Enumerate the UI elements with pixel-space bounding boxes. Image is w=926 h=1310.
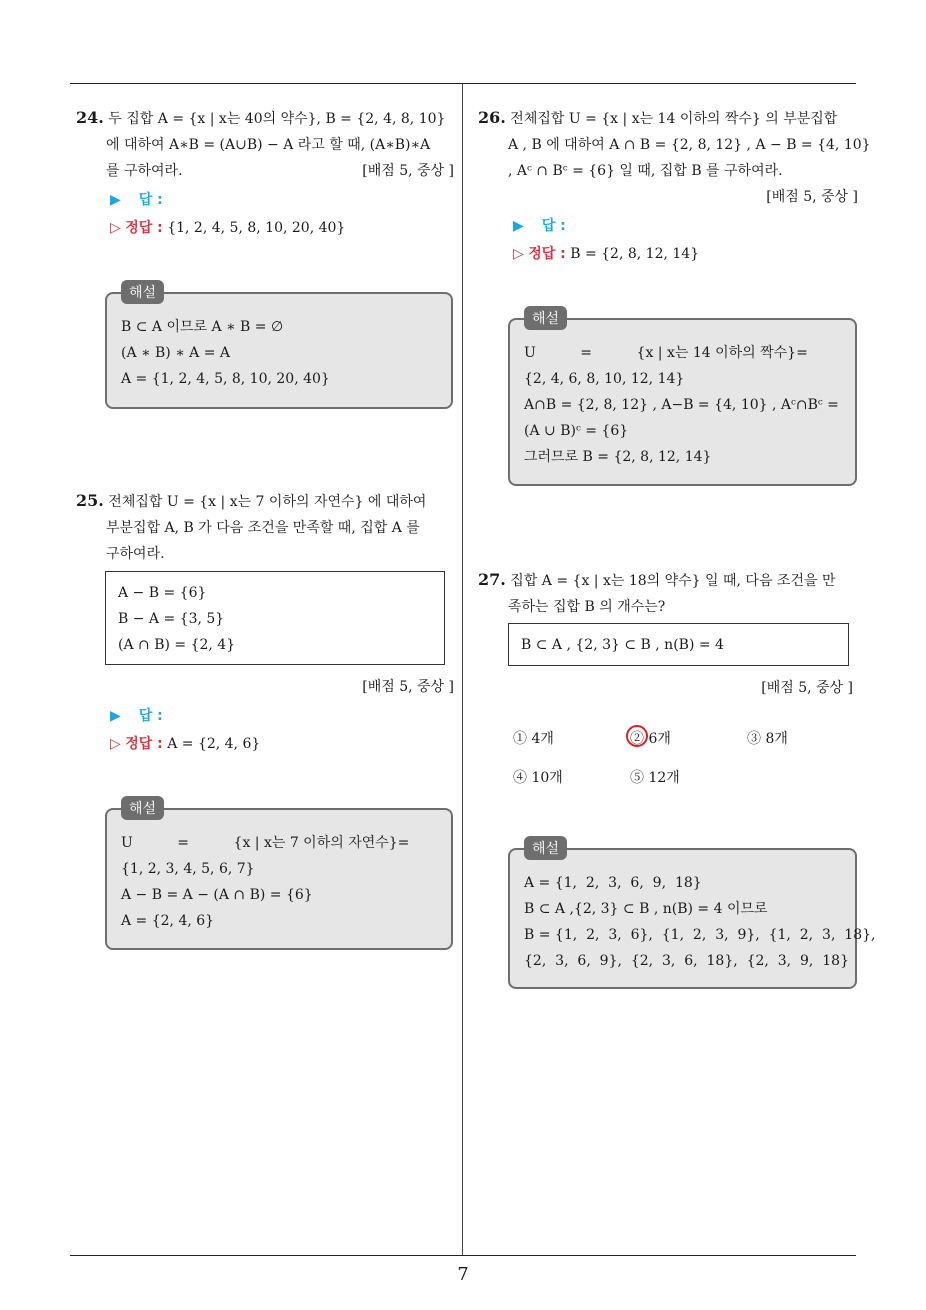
play-triangle-icon: ▶ xyxy=(110,192,121,208)
question-number: 26. xyxy=(478,108,506,127)
answer-blank-26 xyxy=(513,215,566,237)
answer-label: 답 : xyxy=(138,192,163,208)
score-label: [배점 5, 중상 ] xyxy=(761,680,853,696)
question-text-line: 부분집합 A, B 가 다음 조건을 만족할 때, 집합 A 를 xyxy=(106,520,420,536)
condition-line: B − A = {3, 5} xyxy=(118,611,225,627)
question-text-line: 를 구하여라. xyxy=(106,163,183,179)
answer-blank-24 xyxy=(110,189,163,211)
question-text-line: , Aᶜ ∩ Bᶜ = {6} 일 때, 집합 B 를 구하여라. xyxy=(508,163,783,179)
question-25 xyxy=(76,488,454,567)
condition-line: B ⊂ A , {2, 3} ⊂ B , n(B) = 4 xyxy=(521,637,724,653)
question-text-line: 두 집합 A = {x | x는 40의 약수}, B = {2, 4, 8, 10} xyxy=(108,111,446,127)
solution-line: U = {x | x는 14 이하의 짝수}= xyxy=(524,345,808,361)
score-label: [배점 5, 중상 ] xyxy=(362,679,454,695)
condition-box-27 xyxy=(508,623,849,666)
score-label: [배점 5, 중상 ] xyxy=(766,189,858,205)
correct-answer-value: B = {2, 8, 12, 14} xyxy=(570,246,700,262)
answer-blank-25 xyxy=(110,705,163,727)
choice-3[interactable]: ③ 8개 xyxy=(747,731,788,747)
play-triangle-icon: ▶ xyxy=(110,708,121,724)
score-label: [배점 5, 중상 ] xyxy=(362,163,454,179)
question-text-line: A , B 에 대하여 A ∩ B = {2, 8, 12} , A − B = {4, 10} xyxy=(508,137,871,153)
choice-1[interactable]: ① 4개 xyxy=(513,731,554,747)
answer-label: 답 : xyxy=(138,708,163,724)
solution-line: B = {1, 2, 3, 6}, {1, 2, 3, 9}, {1, 2, 3, 18}, xyxy=(524,927,876,943)
outline-triangle-icon: ▷ xyxy=(110,220,121,236)
choice-2[interactable]: ② 6개 xyxy=(630,731,671,747)
solution-line: A − B = A − (A ∩ B) = {6} xyxy=(121,887,313,903)
solution-box-24 xyxy=(105,285,453,409)
correct-label: 정답 : xyxy=(528,246,566,262)
solution-line: {1, 2, 3, 4, 5, 6, 7} xyxy=(121,861,255,877)
answer-label: 답 : xyxy=(541,218,566,234)
question-24 xyxy=(76,105,454,184)
question-number: 27. xyxy=(478,570,506,589)
solution-line: B ⊂ A ,{2, 3} ⊂ B , n(B) = 4 이므로 xyxy=(524,901,768,917)
solution-tab: 해설 xyxy=(121,280,164,304)
play-triangle-icon: ▶ xyxy=(513,218,524,234)
solution-line: 그러므로 B = {2, 8, 12, 14} xyxy=(524,449,712,465)
solution-tab: 해설 xyxy=(524,836,567,860)
choice-4[interactable]: ④ 10개 xyxy=(513,770,563,786)
solution-box-27 xyxy=(508,841,876,989)
question-text-line: 구하여라. xyxy=(106,546,165,562)
question-text-line: 집합 A = {x | x는 18의 약수} 일 때, 다음 조건을 만 xyxy=(510,573,836,589)
solution-box-26 xyxy=(508,311,857,486)
selected-circle-mark xyxy=(626,725,648,747)
solution-line: {2, 4, 6, 8, 10, 12, 14} xyxy=(524,371,685,387)
outline-triangle-icon: ▷ xyxy=(513,246,524,262)
correct-answer-value: A = {2, 4, 6} xyxy=(167,736,261,752)
solution-line: A∩B = {2, 8, 12} , A−B = {4, 10} , Aᶜ∩Bᶜ = xyxy=(524,397,839,413)
solution-box-25 xyxy=(105,801,453,950)
correct-label: 정답 : xyxy=(125,220,163,236)
choice-5[interactable]: ⑤ 12개 xyxy=(630,770,680,786)
solution-tab: 해설 xyxy=(121,796,164,820)
top-rule xyxy=(70,83,856,84)
question-number: 25. xyxy=(76,491,104,510)
correct-answer-25 xyxy=(110,733,260,755)
correct-answer-24 xyxy=(110,217,345,239)
condition-box-25 xyxy=(105,571,445,665)
solution-line: U = {x | x는 7 이하의 자연수}= xyxy=(121,835,410,851)
solution-line: (A ∪ B)ᶜ = {6} xyxy=(524,423,629,439)
question-text-line: 전체집합 U = {x | x는 7 이하의 자연수} 에 대하여 xyxy=(108,494,427,510)
question-text-line: 전체집합 U = {x | x는 14 이하의 짝수} 의 부분집합 xyxy=(510,111,838,127)
question-26 xyxy=(478,105,871,210)
solution-line: A = {1, 2, 3, 6, 9, 18} xyxy=(524,875,702,891)
question-text-line: 에 대하여 A∗B = (A∪B) − A 라고 할 때, (A∗B)∗A xyxy=(106,137,431,153)
solution-line: (A ∗ B) ∗ A = A xyxy=(121,345,231,361)
outline-triangle-icon: ▷ xyxy=(110,736,121,752)
solution-tab: 해설 xyxy=(524,306,567,330)
bottom-rule xyxy=(70,1255,856,1256)
solution-line: A = {2, 4, 6} xyxy=(121,913,215,929)
correct-answer-value: {1, 2, 4, 5, 8, 10, 20, 40} xyxy=(167,220,346,236)
column-divider xyxy=(462,84,463,1255)
page-number: 7 xyxy=(457,1264,469,1285)
correct-answer-26 xyxy=(513,243,699,265)
question-text-line: 족하는 집합 B 의 개수는? xyxy=(508,599,666,615)
solution-line: {2, 3, 6, 9}, {2, 3, 6, 18}, {2, 3, 9, 18} xyxy=(524,953,850,969)
solution-line: B ⊂ A 이므로 A ∗ B = ∅ xyxy=(121,319,284,335)
condition-line: A − B = {6} xyxy=(118,585,207,601)
condition-line: (A ∩ B) = {2, 4} xyxy=(118,637,236,653)
question-27 xyxy=(478,567,858,620)
solution-line: A = {1, 2, 4, 5, 8, 10, 20, 40} xyxy=(121,371,330,387)
correct-label: 정답 : xyxy=(125,736,163,752)
question-number: 24. xyxy=(76,108,104,127)
